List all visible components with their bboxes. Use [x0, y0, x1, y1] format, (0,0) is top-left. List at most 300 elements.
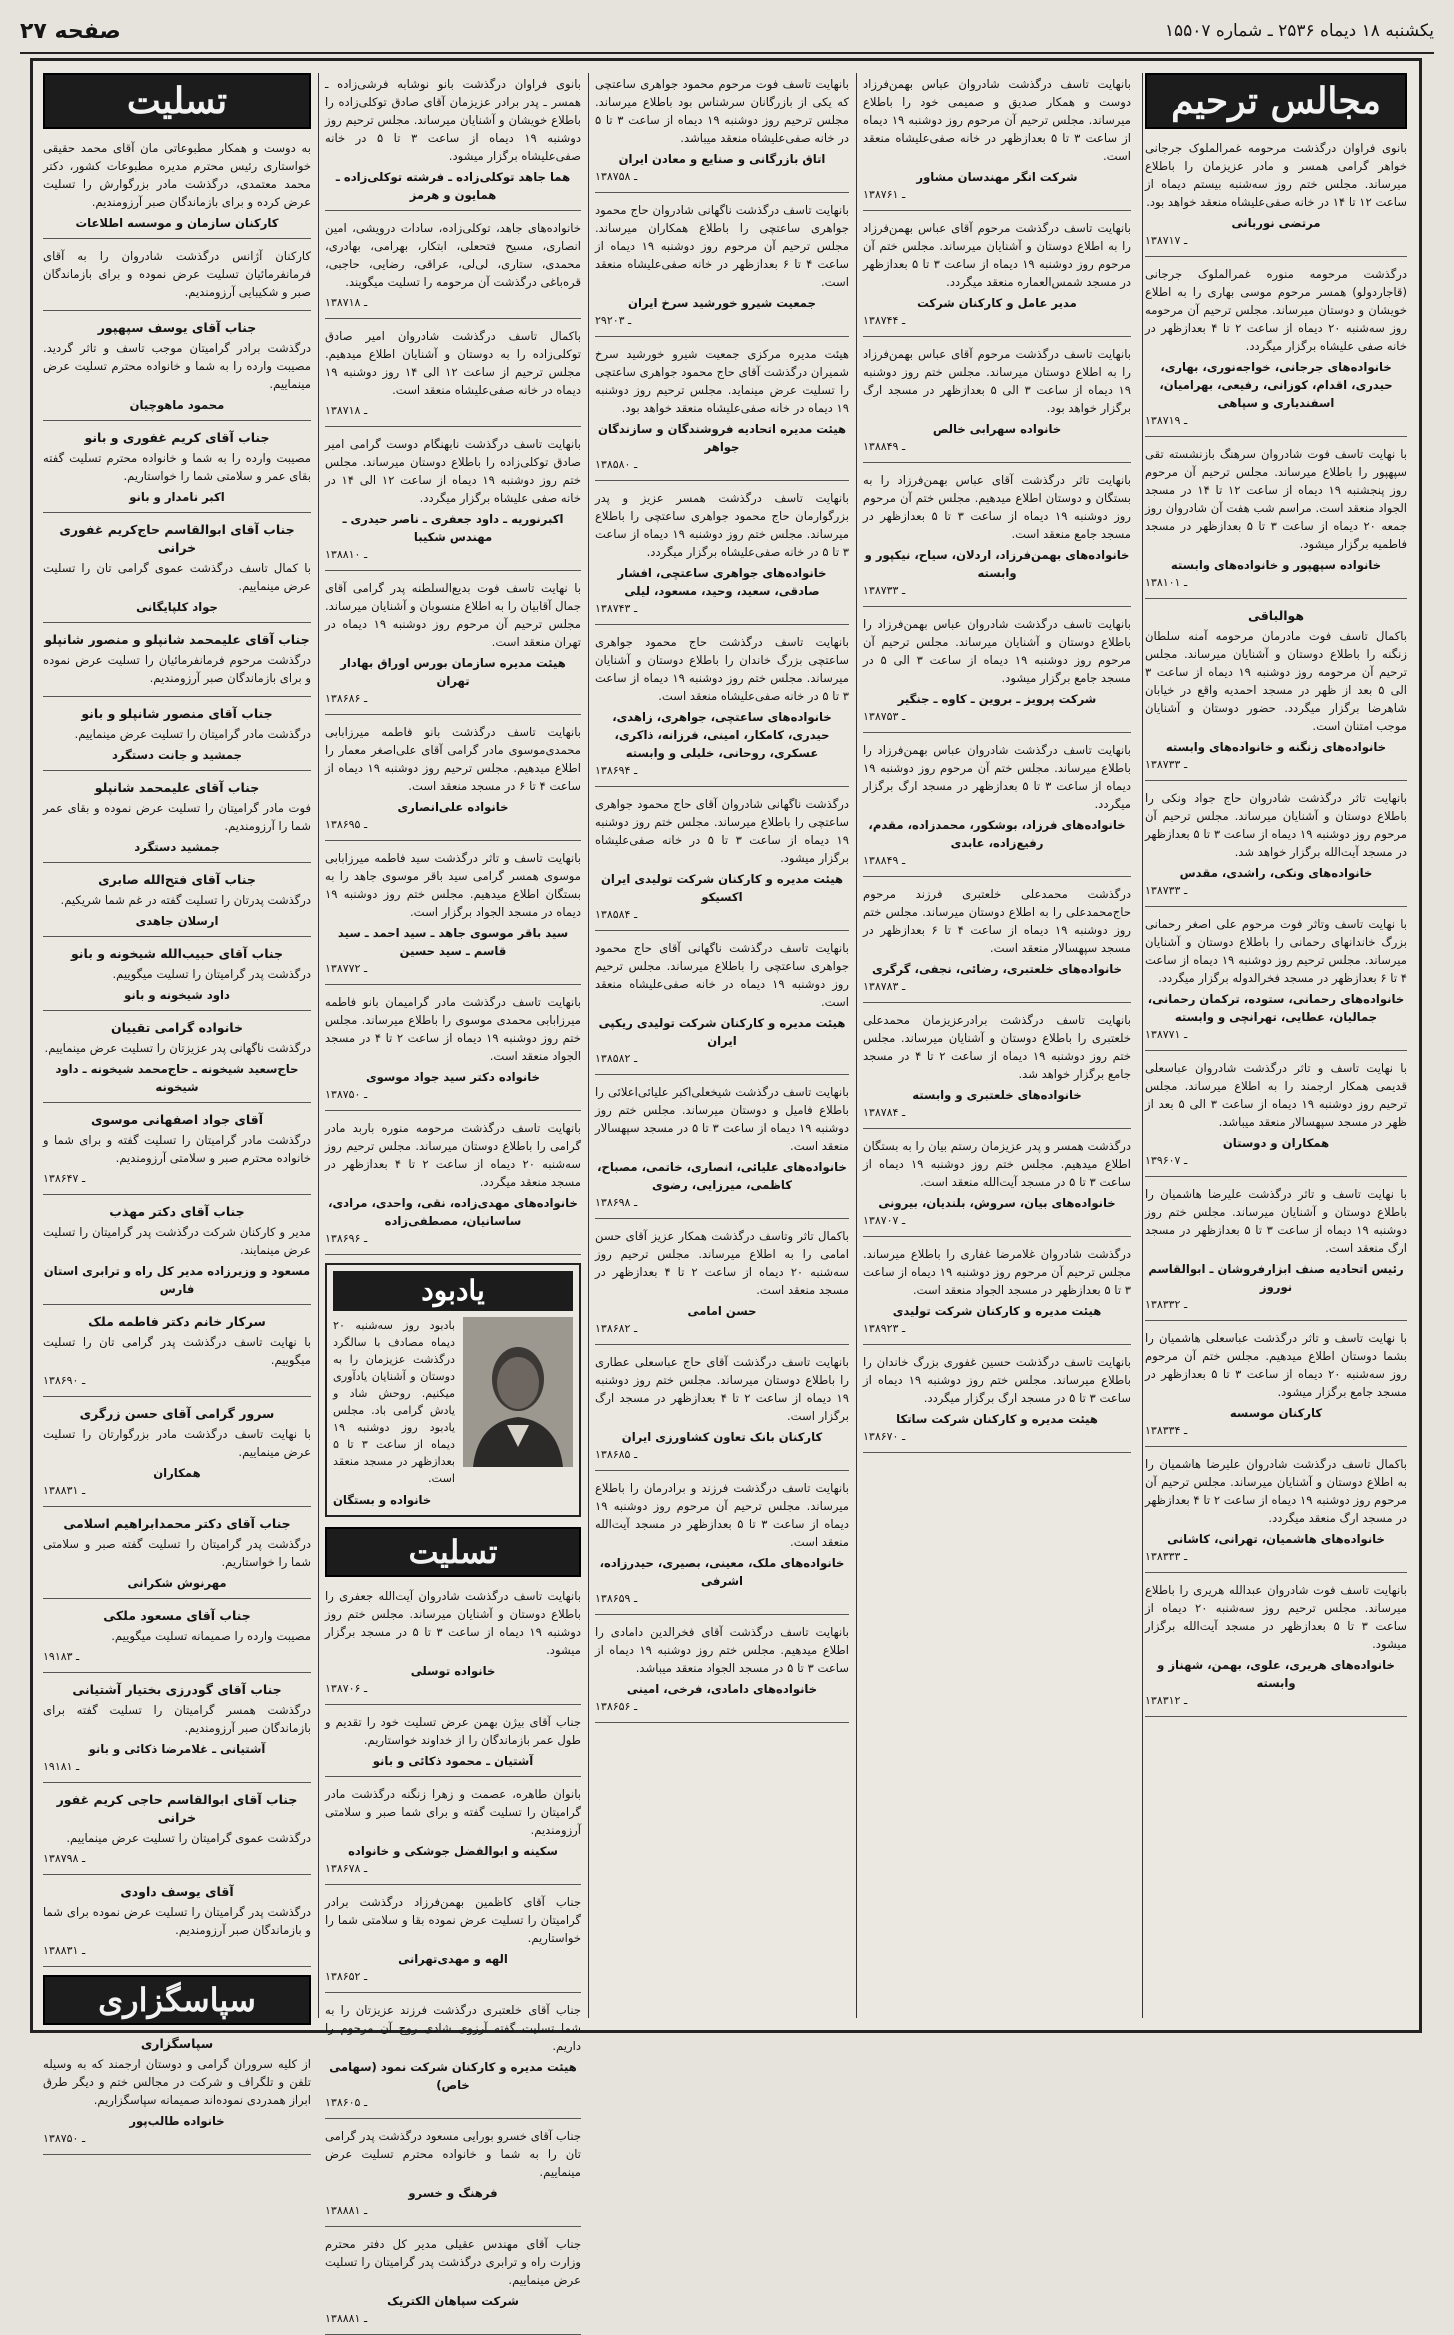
notice-body: بانهایت تاسف فوت شادروان عبدالله هریری را باطلاع میرساند. مجلس ترحیم روز سه‌شنبه ۲۰ دیماه از ساعت ۳ تا ۵ بعدازظهر در مسجد آیت‌الله برگزار میشود.: [1145, 1583, 1408, 1651]
notice-body: بانهایت تاسف درگذشت ناگهانی آقای حاج محمود جواهری ساعتچی را باطلاع میرساند. مجلس ترحیم روز دوشنبه ۱۹ دیماه در خانه صفی‌علیشاه منعقد است.: [595, 941, 849, 1009]
notice-code: ۱ـ ۳۸۶۸۲: [595, 1322, 638, 1335]
notice-code: ۱ـ ۳۸۶۵۶: [595, 1700, 638, 1713]
notice-signature: مسعود و وزیرزاده مدیر کل راه و ترابری استان فارس: [43, 1264, 311, 1296]
notice-signature: اکبرنوریه ـ داود جعفری ـ ناصر حیدری ـ مهندس شکیبا: [342, 512, 564, 544]
notice-body: درگذشت برادر گرامیتان موجب تاسف و تاثر گردید. مصیبت وارده را به شما و خانواده محترم تسلیت عرض مینماییم.: [43, 341, 311, 391]
notice-code: ۱ـ ۳۸۷۷۲: [325, 962, 368, 975]
obituary-notice: [595, 1623, 849, 1723]
taslit-banner-top: تسلیت: [43, 73, 311, 129]
notice-code: ۱ـ ۳۸۶۸۵: [595, 1448, 638, 1461]
column-rule: [1142, 73, 1143, 2018]
notice-signature: خانواده طالب‌پور: [129, 2114, 225, 2128]
notice-signature: خانواده‌های رحمانی، ستوده، ترکمان رحمانی، جمالیان، عطایی، تهرانچی و وابسته: [1147, 992, 1405, 1024]
obituary-notice: [43, 705, 311, 771]
notice-signature: هیئت مدیره و کارکنان شرکت تولیدی ایران اکسیکو: [600, 872, 844, 904]
notice-body: بانهایت تاسف درگذشت حاج محمود جواهری ساعتچی بزرگ خاندان را باطلاع دوستان و آشنایان میرساند. مجلس ختم روز دوشنبه ۱۹ دیماه از ساعت ۳ تا ۵ در خانه صفی‌علیشاه منعقد است.: [595, 635, 849, 703]
obituary-notice: [863, 1137, 1131, 1237]
notice-body: با نهایت تاسف وتاثر فوت مرحوم علی اصغر رحمانی بزرگ خاندانهای رحمانی را باطلاع دوستان و آشنایان میرساند. مجلس ترحیم روز دوشنبه ۱۹ دیماه از ساعت ۴ تا ۶ بعدازظهر در مسجد فخرالدوله برگزار میگردد.: [1145, 917, 1407, 985]
notice-body: از کلیه سروران گرامی و دوستان ارجمند که به وسیله تلفن و تلگراف و شرکت در مجالس ختم و دیگر طرق ابراز همدردی نموده‌اند صمیمانه سپاسگزاریم.: [43, 2057, 311, 2107]
notice-title: جناب آقای ابوالقاسم حاج‌کریم غفوری خرانی: [59, 522, 295, 555]
notice-body: درگذشت مادر گرامیتان را تسلیت گفته و برای شما و خانواده محترم صبر و سلامتی آرزومندیم.: [43, 1133, 311, 1165]
portrait-icon: [463, 1317, 573, 1467]
notice-body: جناب آقای خسرو بورایی مسعود درگذشت پدر گرامی تان را به شما و خانواده محترم تسلیت عرض مینماییم.: [325, 2129, 581, 2179]
column-3: [595, 73, 849, 2018]
notice-body: بانهایت تاسف درگذشت فرزند و برادرمان را باطلاع میرساند. مجلس ترحیم آن مرحوم روز دوشنبه ۱۹ دیماه از ساعت ۳ تا ۵ بعدازظهر در مسجد آیت‌الله منعقد است.: [595, 1481, 849, 1549]
obituary-notice: [325, 219, 581, 319]
notice-code: ۱ـ ۳۸۷۸۴: [863, 1106, 906, 1119]
obituary-notice: [43, 429, 311, 513]
notice-body: درگذشت ناگهانی پدر عزیزتان را تسلیت عرض مینماییم.: [44, 1041, 311, 1055]
obituary-notice: [863, 1353, 1131, 1453]
obituary-notice: [863, 219, 1131, 337]
notice-body: جناب آقای خلعتبری درگذشت فرزند عزیزتان را به شما تسلیت گفته آرزوی شادی روح آن مرحوم را داریم.: [325, 2003, 581, 2053]
notice-body: درگذشت محمدعلی خلعتبری فرزند مرحوم حاج‌محمدعلی را به اطلاع دوستان میرساند. مجلس ختم روز دوشنبه ۱۹ دیماه از ساعت ۴ تا ۶ بعدازظهر در مسجد سپهسالار منعقد است.: [863, 887, 1132, 955]
notice-title: هوالباقی: [1247, 608, 1305, 623]
column-4: [325, 73, 582, 2325]
notice-body: بانهایت تاسف درگذشت مادر گرامیمان بانو فاطمه میرزابابی محمدی موسوی را باطلاع میرساند. مجلس ختم روز دوشنبه ۱۹ دیماه از ساعت ۲ تا ۴ در مسجد الجواد منعقد است.: [325, 995, 581, 1063]
obituary-notice: [43, 1019, 311, 1103]
notice-code: ۱ـ ۳۸۷۱۹: [1145, 414, 1188, 427]
obituary-notice: [595, 345, 849, 481]
notice-body: باکمال تاثر وتاسف درگذشت همکار عزیز آقای حسن امامی را به اطلاع میرساند. مجلس ترحیم روز سه‌شنبه ۲۰ دیماه از ساعت ۲ تا ۴ بعدازظهر در مسجد منعقد است.: [595, 1229, 850, 1297]
sepasgozari-banner: سپاسگزاری: [43, 1975, 311, 2025]
notice-signature: خانواده‌های ملک، معینی، بصیری، حیدرزاده، اشرفی: [599, 1556, 845, 1588]
notice-body: بانهایت تاسف درگذشت شادروان آیت‌الله جعفری را باطلاع دوستان و آشنایان میرساند. مجلس ختم روز دوشنبه ۱۹ دیماه از ساعت ۳ تا ۵ در مسجد برگزار میشود.: [325, 1589, 581, 1657]
obituary-notice: [325, 1713, 581, 1777]
notice-title: جناب آقای دکتر محمدابراهیم اسلامی: [63, 1516, 291, 1531]
notice-code: ۱ـ ۳۸۳۳۴: [1145, 1424, 1188, 1437]
obituary-notice: [43, 247, 311, 311]
column-5: [43, 73, 311, 2145]
notice-body: بانهایت تاسف درگذشت شادروان عباس بهمن‌فرزاد را باطلاع میرساند. مجلس ختم آن مرحوم روز دوشنبه ۱۹ دیماه از ساعت ۳ تا ۵ بعدازظهر در مسجد ارگ برگزار میگردد.: [863, 743, 1132, 811]
notice-title: جناب آقای علیمحمد شانپلو و منصور شانپلو: [44, 632, 310, 647]
notice-body: بانهایت تاسف درگذشت آقای فخرالدین دامادی را اطلاع میدهیم. مجلس ختم روز دوشنبه ۱۹ دیماه از ساعت ۳ تا ۵ در مسجد الجواد منعقد میباشد.: [595, 1625, 849, 1675]
notice-code: ۱ـ ۳۸۵۸۲: [595, 1052, 638, 1065]
notice-body: خانواده‌های جاهد، توکلی‌زاده، سادات درویشی، امین انصاری، مسیح فتحعلی، ابتکار، بهرامی، بهادری، محمدی، ستاری، لی‌لی، عراقی، رضایی، حاجبی، قره‌باغی درگذشت آن مرحومه را تسلیت میگویند.: [325, 221, 581, 289]
notice-signature: الهه و مهدی‌تهرانی: [398, 1952, 508, 1966]
notice-title: خانواده گرامی تقییان: [111, 1020, 243, 1035]
notice-code: ۱ـ ۳۸۷۳۳: [1145, 884, 1188, 897]
obituary-notice: [325, 435, 581, 571]
notice-code: ۱ـ ۳۸۷۷۱: [1145, 1028, 1188, 1041]
notice-body: بانهایت تاثر درگذشت شادروان حاج جواد ونکی را باطلاع دوستان و آشنایان میرساند. مجلس ترحیم آن مرحوم روز دوشنبه ۱۹ دیماه از ساعت ۳ تا ۵ بعدازظهر در مسجد آیت‌الله برگزار خواهد شد.: [1145, 791, 1407, 859]
notice-body: مدیر و کارکنان شرکت درگذشت پدر گرامیتان را تسلیت عرض مینمایند.: [43, 1225, 311, 1257]
notice-code: ۱ـ ۳۸۶۷۰: [863, 1430, 906, 1443]
notice-body: بانوی فراوان درگذشت بانو نوشابه فرشی‌زاده ـ همسر ـ پدر برادر عزیزمان آقای صادق توکلی‌زاده را باطلاع خویشان و آشنایان میرساند. مجلس ترحیم روز دوشنبه ۱۹ دیماه از ساعت ۳ تا ۵ در خانه صفی‌علیشاه برگزار میشود.: [325, 77, 581, 163]
notice-body: درگذشت ناگهانی شادروان آقای حاج محمود جواهری ساعتچی را باطلاع میرساند. مجلس ختم روز دوشنبه ۱۹ دیماه از ساعت ۳ تا ۵ در خانه صفی‌علیشاه برگزار میشود.: [595, 797, 849, 865]
notice-code: ۱ـ ۳۸۷۵۰: [43, 2132, 86, 2145]
obituary-notice: [325, 579, 581, 715]
notice-body: کارکنان آژانس درگذشت شادروان را به آقای فرمانفرمائیان تسلیت عرض نموده و برای بازماندگان صبر و شکیبایی آرزومندیم.: [43, 249, 311, 299]
notice-signature: هیئت مدیره و کارکنان شرکت تولیدی ریکپی ایران: [598, 1016, 846, 1048]
obituary-notice: [325, 75, 581, 211]
obituary-notice: [595, 1353, 849, 1471]
notice-signature: آشتیان ـ محمود ذکائی و بانو: [372, 1754, 534, 1768]
obituary-notice: [43, 1203, 311, 1305]
obituary-notice: [595, 795, 849, 931]
column-rule: [856, 73, 857, 2018]
obituary-notice: [1145, 445, 1407, 599]
notice-code: ۲ـ ۹۲۰۳: [595, 314, 632, 327]
notice-title: جناب آقای حبیب‌الله شیخونه و بانو: [70, 946, 284, 961]
notice-signature: جمشید و جانت دستگرد: [112, 748, 242, 762]
obituary-notice: [43, 1405, 311, 1507]
obituary-notice: [43, 1515, 311, 1599]
notice-signature: همکاران و دوستان: [1222, 1136, 1330, 1150]
notice-signature: اکبر نامدار و بانو: [129, 490, 225, 504]
notice-code: ۱ـ ۳۸۶۸۶: [325, 692, 368, 705]
notice-body: درگذشت مادر گرامیتان را تسلیت عرض مینماییم.: [74, 727, 311, 741]
notice-signature: فرهنگ و خسرو: [408, 2186, 498, 2200]
notice-code: ۱ـ ۹۱۸۱: [43, 1760, 80, 1773]
obituary-notice: [43, 1607, 311, 1673]
obituary-notice: [43, 631, 311, 697]
notice-code: ۱ـ ۳۸۳۱۲: [1145, 1694, 1188, 1707]
notice-body: درگذشت پدر گرامیتان را تسلیت گفته صبر و سلامتی شما را خواستاریم.: [43, 1537, 311, 1569]
notice-body: بانهایت تاسف درگذشت مرحوم آقای عباس بهمن‌فرزاد را به اطلاع دوستان و آشنایان میرساند. مجلس ختم آن مرحوم روز دوشنبه ۱۹ دیماه از ساعت ۳ تا ۵ بعدازظهر در مسجد شمس‌العماره منعقد میگردد.: [863, 221, 1132, 289]
notice-title: جناب آقای کریم غفوری و بانو: [84, 430, 270, 445]
memorial-title: یادبود: [333, 1271, 573, 1311]
obituary-notice: [43, 2035, 311, 2155]
notice-body: بانهایت تاسف درگذشت شیخعلی‌اکبر علیائی‌اعلائی را باطلاع فامیل و دوستان میرساند. مجلس ختم روز دوشنبه ۱۹ دیماه از ساعت ۳ تا ۵ در مسجد سپهسالار منعقد است.: [595, 1085, 849, 1153]
notice-signature: حاج‌سعید شیخونه ـ حاج‌محمد شیخونه ـ داود شیخونه: [55, 1062, 299, 1094]
obituary-notice: [325, 993, 581, 1111]
notice-code: ۱ـ ۳۸۷۶۱: [863, 188, 906, 201]
notice-signature: ارسلان جاهدی: [135, 914, 219, 928]
notice-code: ۱ـ ۳۸۶۹۵: [325, 818, 368, 831]
notice-code: ۱ـ ۳۸۷۵۸: [595, 170, 638, 183]
obituary-notice: [43, 945, 311, 1011]
obituary-notice: [43, 1313, 311, 1397]
notice-signature: سید باقر موسوی جاهد ـ سید احمد ـ سید قاسم ـ سید حسین: [337, 926, 569, 958]
notice-body: با نهایت تاسف و تاثر درگذشت عباسعلی هاشمیان را بشما دوستان اطلاع میدهیم. مجلس ختم آن مرحوم روز سه‌شنبه ۲۰ دیماه از ساعت ۳ تا ۵ بعدازظهر در مسجد جامع برگزار میشود.: [1145, 1331, 1408, 1399]
obituary-notice: [863, 1245, 1131, 1345]
obituary-notice: [863, 1011, 1131, 1129]
portrait-photo: [463, 1317, 573, 1467]
notice-body: با نهایت تاسف فوت شادروان سرهنگ بازنشسته تقی سپهپور را باطلاع میرساند. مجلس ترحیم آن مرحوم روز پنجشنبه ۱۹ دیماه از ساعت ۱۲ تا ۱۴ در مسجد الجواد منعقد است. مراسم شب هفت آن شادروان روز جمعه ۲۰ دیماه از ساعت ۳ تا ۵ بعدازظهر در مسجد فاطمیه برگزار میشود.: [1145, 447, 1407, 551]
notice-body: بانهایت تاسف درگذشت شادروان عباس بهمن‌فرزاد را باطلاع دوستان و آشنایان میرساند. مجلس ترحیم آن مرحوم روز دوشنبه ۱۹ دیماه از ساعت ۳ الی ۵ در مسجد جامع برگزار میشود.: [863, 617, 1131, 685]
obituary-notice: [863, 615, 1131, 733]
notice-signature: اتاق بازرگانی و صنایع و معادن ایران: [618, 152, 826, 166]
notice-signature: خانواده‌های هاشمیان، تهرانی، کاشانی: [1167, 1532, 1385, 1546]
notice-body: جناب آقای بیژن بهمن عرض تسلیت خود را تقدیم و طول عمر بازماندگان را از خداوند خواستاریم.: [325, 1715, 581, 1747]
notice-body: بانهایت تاسف درگذشت همسر عزیز و پدر بزرگوارمان حاج محمود جواهری ساعتچی را باطلاع میرساند. مجلس ختم روز دوشنبه ۱۹ دیماه از ساعت ۳ تا ۵ در خانه صفی‌علیشاه برگزار میگردد.: [595, 491, 849, 559]
obituary-notice: [1145, 789, 1407, 907]
page-header: [20, 10, 1434, 54]
obituary-notice: [43, 1883, 311, 1967]
column-rule: [318, 73, 319, 2018]
notice-code: ۱ـ ۳۸۶۹۸: [595, 1196, 638, 1209]
notice-body: بانهایت تاسف درگذشت مرحوم آقای عباس بهمن‌فرزاد را به اطلاع دوستان میرساند. مجلس ختم روز دوشنبه ۱۹ دیماه از ساعت ۳ الی ۵ بعدازظهر در مسجد ارگ برگزار خواهد بود.: [863, 347, 1132, 415]
notice-title: جناب آقای منصور شانپلو و بانو: [81, 706, 273, 721]
obituary-notice: [1145, 915, 1407, 1051]
notice-body: بانهایت تاسف درگذشت آقای حاج عباسعلی عطاری را باطلاع دوستان میرساند. مجلس ختم روز دوشنبه ۱۹ دیماه از ساعت ۲ تا ۴ بعدازظهر در مسجد ارگ برگزار است.: [595, 1355, 849, 1423]
notice-code: ۱ـ ۳۸۷۰۶: [325, 1682, 368, 1695]
obituary-notice: [1145, 1329, 1407, 1447]
notice-signature: سکینه و ابوالفضل جوشکی و خانواده: [348, 1844, 558, 1858]
notice-signature: خانواده‌های هریری، علوی، بهمن، شهناز و وابسته: [1157, 1658, 1395, 1690]
notice-code: ۱ـ ۳۸۳۳۳: [1145, 1550, 1188, 1563]
column-rule: [588, 73, 589, 2018]
notice-code: ۱ـ ۳۸۷۳۳: [1145, 758, 1188, 771]
notice-code: ۱ـ ۳۸۸۸۱: [325, 2204, 368, 2217]
notice-title: سرکار خانم دکتر فاطمه ملک: [88, 1314, 266, 1329]
notice-signature: جواد کلپایگانی: [136, 600, 218, 614]
notice-body: بانهایت تاسف درگذشت حسین غفوری بزرگ خاندان را باطلاع میرساند. مجلس ختم روز دوشنبه ۱۹ دیماه از ساعت ۳ تا ۵ در مسجد ارگ برگزار میگردد.: [863, 1355, 1131, 1405]
notice-signature: رئیس اتحادیه صنف ابزارفروشان ـ ابوالقاسم نوروز: [1148, 1262, 1404, 1294]
notice-code: ۱ـ ۳۸۶۹۶: [325, 1232, 368, 1245]
notice-body: با نهایت تاسف فوت بدیع‌السلطنه پدر گرامی آقای جمال آقابیان را به اطلاع منسوبان و آشنایان میرساند. مجلس ترحیم آن مرحوم روز دوشنبه ۱۹ دیماه در تهران منعقد است.: [325, 581, 581, 649]
notice-signature: خانواده سهرابی خالص: [932, 422, 1062, 436]
notice-code: ۱ـ ۳۸۸۳۱: [43, 1484, 86, 1497]
notice-signature: محمود ماهوچیان: [129, 398, 225, 412]
obituary-notice: [325, 1119, 581, 1255]
notice-body: با نهایت تاسف درگذشت مادر بزرگوارتان را تسلیت عرض مینماییم.: [43, 1427, 311, 1459]
notice-signature: هیئت مدیره سازمان بورس اوراق بهادار تهران: [340, 656, 566, 688]
notice-signature: آشتیانی ـ غلامرضا ذکائی و بانو: [88, 1742, 266, 1756]
notice-body: بانهایت تاسف فوت مرحوم محمود جواهری ساعتچی که یکی از بازرگانان سرشناس بود باطلاع میرساند. مجلس ترحیم روز دوشنبه ۱۹ دیماه از ساعت ۳ تا ۵ در خانه صفی‌علیشاه منعقد میباشد.: [595, 77, 849, 145]
notice-code: ۱ـ ۳۸۳۳۲: [1145, 1298, 1188, 1311]
obituary-notice: [863, 741, 1131, 877]
notice-body: جناب آقای مهندس عقیلی مدیر کل دفتر محترم وزارت راه و ترابری درگذشت پدر گرامیتان را تسلیت عرض مینماییم.: [325, 2237, 581, 2287]
obituary-notice: [43, 1681, 311, 1783]
notice-body: درگذشت همسر و پدر عزیزمان رستم بیان را به بستگان اطلاع میدهیم. مجلس ختم روز دوشنبه ۱۹ دیماه از ساعت ۳ تا ۵ در مسجد آیت‌الله منعقد است.: [863, 1139, 1131, 1189]
notice-code: ۱ـ ۳۸۷۵۳: [863, 710, 906, 723]
notice-body: درگذشت همسر گرامیتان را تسلیت گفته برای بازماندگان صبر آرزومندیم.: [43, 1703, 311, 1735]
notice-code: ۱ـ ۳۸۸۱۰: [325, 548, 368, 561]
notice-signature: مرتضی نوربانی: [1231, 216, 1321, 230]
notice-signature: خانواده‌های ساعتچی، جواهری، زاهدی، حیدری، کامکار، امینی، فرزانه، ذاکری، عسکری، روحانی، خلیلی و وابسته: [612, 710, 832, 760]
notice-signature: خانواده‌های دامادی، فرخی، امینی: [626, 1682, 818, 1696]
obituary-notice: [325, 1785, 581, 1885]
obituary-notice: [325, 1893, 581, 1993]
notice-signature: کارکنان بانک تعاون کشاورزی ایران: [621, 1430, 823, 1444]
notice-signature: هیئت مدیره و کارکنان شرکت تولیدی: [892, 1304, 1102, 1318]
obituary-notice: [863, 471, 1131, 607]
notice-body: بانهایت تاثر درگذشت آقای عباس بهمن‌فرزاد را به بستگان و دوستان اطلاع میدهیم. مجلس ختم آن مرحوم روز دوشنبه ۱۹ دیماه از ساعت ۳ تا ۵ بعدازظهر در مسجد جامع منعقد است.: [863, 473, 1132, 541]
notice-body: باکمال تاسف درگذشت شادروان علیرضا هاشمیان را به اطلاع دوستان و آشنایان میرساند. مجلس ترحیم آن مرحوم روز دوشنبه ۱۹ دیماه از ساعت ۲ تا ۴ بعدازظهر در مسجد ارگ منعقد میگردد.: [1145, 1457, 1407, 1525]
obituary-notice: [1145, 1185, 1407, 1321]
notice-body: درگذشت پدر گرامیتان را تسلیت عرض نموده برای شما و بازماندگان صبر آرزومندیم.: [43, 1905, 311, 1937]
obituary-notice: [1145, 1455, 1407, 1573]
notice-signature: هیئت مدیره و کارکنان شرکت نمود (سهامی خاص): [329, 2060, 577, 2092]
notice-code: ۱ـ ۳۸۶۰۵: [325, 2096, 368, 2109]
notice-code: ۱ـ ۳۸۶۹۴: [595, 764, 638, 777]
column-2: [863, 73, 1131, 2018]
column-1: [1145, 73, 1407, 2018]
notice-code: ۱ـ ۳۸۸۸۱: [325, 2312, 368, 2325]
obituary-notice: [595, 1227, 849, 1345]
obituary-notice: [325, 1587, 581, 1705]
obituary-notice: [1145, 265, 1407, 437]
notice-signature: خانواده‌های بیان، سروش، بلندیان، بیرونی: [878, 1196, 1116, 1210]
notice-signature: خانواده توسلی: [410, 1664, 496, 1678]
notice-body: بانهایت تاسف درگذشت ناگهانی شادروان حاج محمود جواهری ساعتچی را باطلاع همکاران میرساند. مجلس ترحیم آن مرحوم روز دوشنبه ۱۹ دیماه از ساعت ۴ تا ۶ بعدازظهر در خانه صفی‌علیشاه منعقد است.: [595, 203, 850, 289]
notice-title: جناب آقای مسعود ملکی: [103, 1608, 251, 1623]
notice-code: ۱ـ ۳۸۸۴۹: [863, 854, 906, 867]
memorial-signature: خانواده و بستگان: [333, 1493, 432, 1507]
obituary-notice: [595, 633, 849, 787]
obituary-notice: [325, 849, 581, 985]
obituary-notice: [43, 871, 311, 937]
notice-title: سرور گرامی آقای حسن زرگری: [79, 1406, 275, 1421]
notice-signature: خانواده سپهپور و خانواده‌های وابسته: [1170, 558, 1382, 572]
notice-signature: خانواده‌های جواهری ساعتچی، افشار صادقی، سعید، وحید، مسعود، لیلی: [617, 566, 827, 598]
notice-body: بانهایت تاسف درگذشت مرحومه منوره باربد مادر گرامی را باطلاع دوستان میرساند. مجلس ترحیم روز سه‌شنبه ۲۰ دیماه از ساعت ۲ تا ۴ بعدازظهر در مسجد منعقد میگردد.: [325, 1121, 582, 1189]
page-number: صفحه ۲۷: [20, 18, 121, 44]
notice-code: ۱ـ ۳۸۸۳۱: [43, 1944, 86, 1957]
notice-body: درگذشت پدرتان را تسلیت گفته در غم شما شریکیم.: [60, 893, 311, 907]
obituary-notice: [1145, 607, 1407, 781]
notice-signature: هما جاهد توکلی‌زاده ـ فرشته توکلی‌زاده ـ همایون و هرمز: [335, 170, 571, 202]
notice-code: ۱ـ ۳۸۷۴۴: [863, 314, 906, 327]
obituary-notice: [595, 1479, 849, 1615]
notice-title: جناب آقای دکتر مهذب: [109, 1204, 245, 1219]
obituary-notice: [325, 2127, 581, 2227]
notice-body: درگذشت شادروان غلامرضا غفاری را باطلاع میرساند. مجلس ترحیم آن مرحوم روز دوشنبه ۱۹ دیماه از ساعت ۳ تا ۵ بعدازظهر در مسجد الجواد منعقد است.: [863, 1247, 1132, 1297]
obituary-notice: [1145, 1059, 1407, 1177]
notice-body: درگذشت مرحومه منوره غمرالملوک جرجانی (قاجاردولو) همسر مرحوم موسی بهاری را به اطلاع خویشان و دوستان میرساند. مجلس ترحیم آن مرحومه روز سه‌شنبه ۲۰ دیماه از ساعت ۲ تا ۴ بعدازظهر در خانه صفی علیشاه برگزار میگردد.: [1145, 267, 1408, 353]
notice-body: بانهایت تاسف و تاثر درگذشت سید فاطمه میرزابابی موسوی همسر گرامی سید باقر موسوی جاهد را به بستگان اطلاع میدهیم. مجلس ختم روز دوشنبه ۱۹ دیماه در مسجد الجواد برگزار است.: [325, 851, 581, 919]
obituary-notice: [43, 779, 311, 863]
obituary-notice: [595, 75, 849, 193]
notice-code: ۱ـ ۳۸۷۱۸: [325, 296, 368, 309]
obituary-notice: [1145, 1581, 1407, 1717]
taslit-banner-mid: تسلیت: [325, 1527, 581, 1577]
notice-signature: جمعیت شیرو خورشید سرخ ایران: [628, 296, 816, 310]
notice-body: به دوست و همکار مطبوعاتی مان آقای محمد حقیقی خواستاری رئیس محترم مدیره مطبوعات کشور، دکتر محمد معتمدی، درگذشت مادر بزرگوارش را تسلیت عرض کرده و برای بازماندگان صبر آرزومندیم.: [43, 141, 311, 209]
notice-code: ۱ـ ۳۸۷۰۷: [863, 1214, 906, 1227]
notice-body: باکمال تاسف درگذشت شادروان امیر صادق توکلی‌زاده را به دوستان و آشنایان اطلاع میدهیم. مجلس ترحیم از ساعت ۱۲ الی ۱۴ روز دوشنبه ۱۹ دیماه در خانه صفی‌علیشاه منعقد است.: [325, 329, 581, 397]
notice-body: بانهایت تاسف درگذشت بانو فاطمه میرزابابی محمدی‌موسوی مادر گرامی آقای علی‌اصغر معمار را اطلاع میدهیم. مجلس ترحیم روز دوشنبه ۱۹ دیماه از ساعت ۴ تا ۶ در مسجد منعقد است.: [325, 725, 581, 793]
obituary-notice: [1145, 139, 1407, 257]
notice-code: ۱ـ ۳۸۵۸۰: [595, 458, 638, 471]
notice-signature: خانواده‌های بهمن‌فرزاد، اردلان، سیاح، نیکپور و وابسته: [864, 548, 1130, 580]
obituary-notice: [325, 2235, 581, 2335]
notice-signature: خانواده‌های فرزاد، بوشکور، محمدزاده، مقدم، رفیع‌زاده، عابدی: [868, 818, 1126, 850]
majales-banner: مجالس ترحیم: [1145, 73, 1407, 129]
notice-signature: خانواده‌های زنگنه و خانواده‌های وابسته: [1165, 740, 1387, 754]
notice-body: فوت مادر گرامیتان را تسلیت عرض نموده و بقای عمر شما را آرزومندیم.: [43, 801, 311, 833]
notice-signature: حسن امامی: [687, 1304, 757, 1318]
notice-body: مصیبت وارده را صمیمانه تسلیت میگوییم.: [111, 1629, 311, 1643]
notice-code: ۱ـ ۳۸۸۴۹: [863, 440, 906, 453]
notice-signature: مدیر عامل و کارکنان شرکت: [917, 296, 1077, 310]
notice-signature: همکاران: [153, 1466, 201, 1480]
page-frame: [30, 58, 1422, 2325]
notice-signature: خانواده‌های مهدی‌زاده، نقی، واحدی، مرادی، ساسانیان، مصطفی‌زاده: [328, 1196, 578, 1228]
notice-signature: خانواده‌های خلعتبری و وابسته: [912, 1088, 1082, 1102]
obituary-notice: [595, 1083, 849, 1219]
notice-body: مصیبت وارده را به شما و خانواده محترم تسلیت گفته بقای عمر و سلامتی شما را خواستاریم.: [43, 451, 311, 483]
notice-signature: خانواده‌های جرجانی، خواجه‌نوری، بهاری، حیدری، اقدام، کوزانی، رفیعی، بهرامیان، اسفندیاری و سپاهی: [1159, 360, 1393, 410]
notice-code: ۱ـ ۹۱۸۳: [43, 1650, 80, 1663]
notice-title: جناب آقای یوسف سپهپور: [97, 320, 257, 335]
memorial-box: [325, 1263, 581, 1517]
obituary-notice: [863, 885, 1131, 1003]
obituary-notice: [595, 939, 849, 1075]
notice-code: ۱ـ ۳۸۹۲۳: [863, 1322, 906, 1335]
notice-body: درگذشت عموی گرامیتان را تسلیت عرض مینماییم.: [66, 1831, 311, 1845]
notice-signature: خانواده علی‌انصاری: [397, 800, 509, 814]
obituary-notice: [43, 319, 311, 421]
notice-signature: خانواده‌های ونکی، راشدی، مقدس: [1179, 866, 1373, 880]
notice-signature: جمشید دستگرد: [134, 840, 220, 854]
notice-code: ۱ـ ۳۸۶۵۹: [595, 1592, 638, 1605]
notice-signature: شرکت پرویز ـ بروین ـ کاوه ـ جنگیر: [897, 692, 1097, 706]
notice-title: جناب آقای علیمحمد شانپلو: [94, 780, 260, 795]
obituary-notice: [325, 327, 581, 427]
obituary-notice: [863, 75, 1131, 211]
notice-body: بانهایت تاسف درگذشت شادروان عباس بهمن‌فرزاد دوست و همکار صدیق و صمیمی خود را باطلاع میرساند. مجلس ترحیم آن مرحوم روز دوشنبه ۱۹ دیماه از ساعت ۳ تا ۵ بعدازظهر در خانه صفی‌علیشاه منعقد است.: [863, 77, 1131, 163]
date-line: یکشنبه ۱۸ دیماه ۲۵۳۶ ـ شماره ۱۵۵۰۷: [1164, 21, 1434, 41]
obituary-notice: [43, 521, 311, 623]
notice-signature: خانواده دکتر سید جواد موسوی: [365, 1070, 540, 1084]
notice-signature: شرکت انگر مهندسان مشاور: [916, 170, 1078, 184]
notice-code: ۱ـ ۳۸۷۵۰: [325, 1088, 368, 1101]
notice-code: ۱ـ ۳۸۷۹۸: [43, 1852, 86, 1865]
notice-signature: مهرنوش شکرانی: [127, 1576, 227, 1590]
obituary-notice: [43, 139, 311, 239]
notice-code: ۱ـ ۳۸۱۰۱: [1145, 576, 1188, 589]
notice-body: درگذشت مرحوم فرمانفرمائیان را تسلیت عرض نموده و برای بازماندگان صبر آرزومندیم.: [43, 653, 311, 685]
notice-title: آقای یوسف داودی: [120, 1884, 234, 1899]
obituary-notice: [595, 201, 849, 337]
notice-body: بانهایت تاسف درگذشت نابهنگام دوست گرامی امیر صادق توکلی‌زاده را باطلاع دوستان میرساند. مجلس ختم روز دوشنبه ۱۹ دیماه از ساعت ۱۲ الی ۱۴ در خانه صفی علیشاه برگزار میگردد.: [325, 437, 581, 505]
notice-code: ۱ـ ۳۸۶۹۰: [43, 1374, 86, 1387]
notice-code: ۱ـ ۳۸۶۵۲: [325, 1970, 368, 1983]
notice-title: جناب آقای گودرزی بختیار آشتیانی: [72, 1682, 282, 1697]
notice-code: ۱ـ ۳۸۷۴۳: [595, 602, 638, 615]
notice-signature: شرکت سپاهان الکتریک: [387, 2294, 519, 2308]
notice-code: ۱ـ ۳۸۶۷۸: [325, 1862, 368, 1875]
notice-body: با نهایت تاسف درگذشت پدر گرامی تان را تسلیت میگوییم.: [43, 1335, 311, 1367]
notice-body: بانهایت تاسف درگذشت برادرعزیزمان محمدعلی خلعتبری را باطلاع دوستان و آشنایان میرساند. مجلس ختم روز دوشنبه ۱۹ دیماه از ساعت ۲ تا ۴ در مسجد جامع برگزار خواهد شد.: [863, 1013, 1131, 1081]
notice-body: درگذشت پدر گرامیتان را تسلیت میگوییم.: [112, 967, 311, 981]
notice-signature: خانواده‌های خلعتبری، رضائی، نجفی، گرگری: [871, 962, 1123, 976]
notice-body: با کمال تاسف درگذشت عموی گرامی تان را تسلیت عرض مینماییم.: [43, 561, 311, 593]
notice-signature: هیئت مدیره و کارکنان شرکت ساتکا: [896, 1412, 1098, 1426]
obituary-notice: [43, 1791, 311, 1875]
notice-body: بانوی فراوان درگذشت مرحومه غمرالملوک جرجانی خواهر گرامی همسر و مادر عزیزمان را باطلاع میرساند. مجلس ختم روز سه‌شنبه بیستم دیماه از ساعت ۱۲ تا ۱۴ در خانه صفی‌علیشاه منعقد خواهد بود.: [1145, 141, 1407, 209]
notice-body: هیئت مدیره مرکزی جمعیت شیرو خورشید سرخ شمیران درگذشت آقای حاج محمود جواهری ساعتچی را تسلیت عرض مینماید. مجلس ترحیم روز دوشنبه ۱۹ دیماه در خانه صفی‌علیشاه منعقد خواهد بود.: [595, 347, 849, 415]
notice-title: جناب آقای فتح‌الله صابری: [98, 872, 256, 887]
notice-body: باکمال تاسف فوت مادرمان مرحومه آمنه سلطان زنگنه را باطلاع دوستان و آشنایان میرساند. مجلس ترحیم آن مرحومه روز دوشنبه ۱۹ دیماه از ساعت ۳ الی ۵ بعد از ظهر در مسجد احمدیه واقع در خیابان شاهرضا برگزار میگردد. حضور دوستان و آشنایان موجب امتنان است.: [1145, 629, 1408, 733]
memorial-text: بادبود روز سه‌شنبه ۲۰ دیماه مصادف با سالگرد درگذشت عزیزمان را به دوستان و آشنایان یادآوری میکنیم. روحش شاد و یادش گرامی باد. مجلس یادبود روز دوشنبه ۱۹ دیماه از ساعت ۳ تا ۵ بعدازظهر در مسجد منعقد است.: [333, 1319, 455, 1485]
notice-code: ۱ـ ۳۸۵۸۴: [595, 908, 638, 921]
obituary-notice: [863, 345, 1131, 463]
notice-code: ۱ـ ۳۸۷۱۷: [1145, 234, 1188, 247]
notice-signature: خانواده‌های علیائی، انصاری، خاتمی، مصباح، کاظمی، میرزایی، رضوی: [597, 1160, 847, 1192]
notice-title: آقای جواد اصفهانی موسوی: [90, 1112, 264, 1127]
obituary-notice: [43, 1111, 311, 1195]
obituary-notice: [325, 723, 581, 841]
notice-signature: هیئت مدیره اتحادیه فروشندگان و سازندگان جواهر: [597, 422, 847, 454]
notice-code: ۱ـ ۳۸۷۳۳: [863, 584, 906, 597]
obituary-notice: [325, 2001, 581, 2119]
notice-body: با نهایت تاسف و تاثر درگذشت شادروان عباسعلی قدیمی همکار ارجمند را به اطلاع میرساند. مجلس ترحیم روز دوشنبه ۱۹ دیماه از ساعت ۳ الی ۵ بعد از ظهر در مسجد سپهسالار منعقد میباشد.: [1145, 1061, 1408, 1129]
notice-title: سپاسگزاری: [140, 2036, 214, 2051]
notice-title: جناب آقای ابوالقاسم حاجی کریم غفور خرانی: [56, 1792, 298, 1825]
notice-signature: کارکنان موسسه: [1229, 1406, 1323, 1420]
notice-code: ۱ـ ۳۸۷۱۸: [325, 404, 368, 417]
notice-body: جناب آقای کاظمین بهمن‌فرزاد درگذشت برادر گرامیتان را تسلیت عرض نموده بقا و سلامتی شما را خواستاریم.: [325, 1895, 581, 1945]
notice-body: بانوان طاهره، عصمت و زهرا زنگنه درگذشت مادر گرامیتان را تسلیت گفته و برای شما صبر و سلامتی آرزومندیم.: [325, 1787, 581, 1837]
notice-code: ۱ـ ۳۸۷۸۳: [863, 980, 906, 993]
notice-code: ۱ـ ۳۹۶۰۷: [1145, 1154, 1188, 1167]
notice-signature: داود شیخونه و بانو: [124, 988, 230, 1002]
notice-body: با نهایت تاسف و تاثر درگذشت علیرضا هاشمیان را باطلاع دوستان و آشنایان میرساند. مجلس ختم روز دوشنبه ۱۹ دیماه از ساعت ۳ تا ۵ بعدازظهر در مسجد ارگ منعقد است.: [1145, 1187, 1408, 1255]
